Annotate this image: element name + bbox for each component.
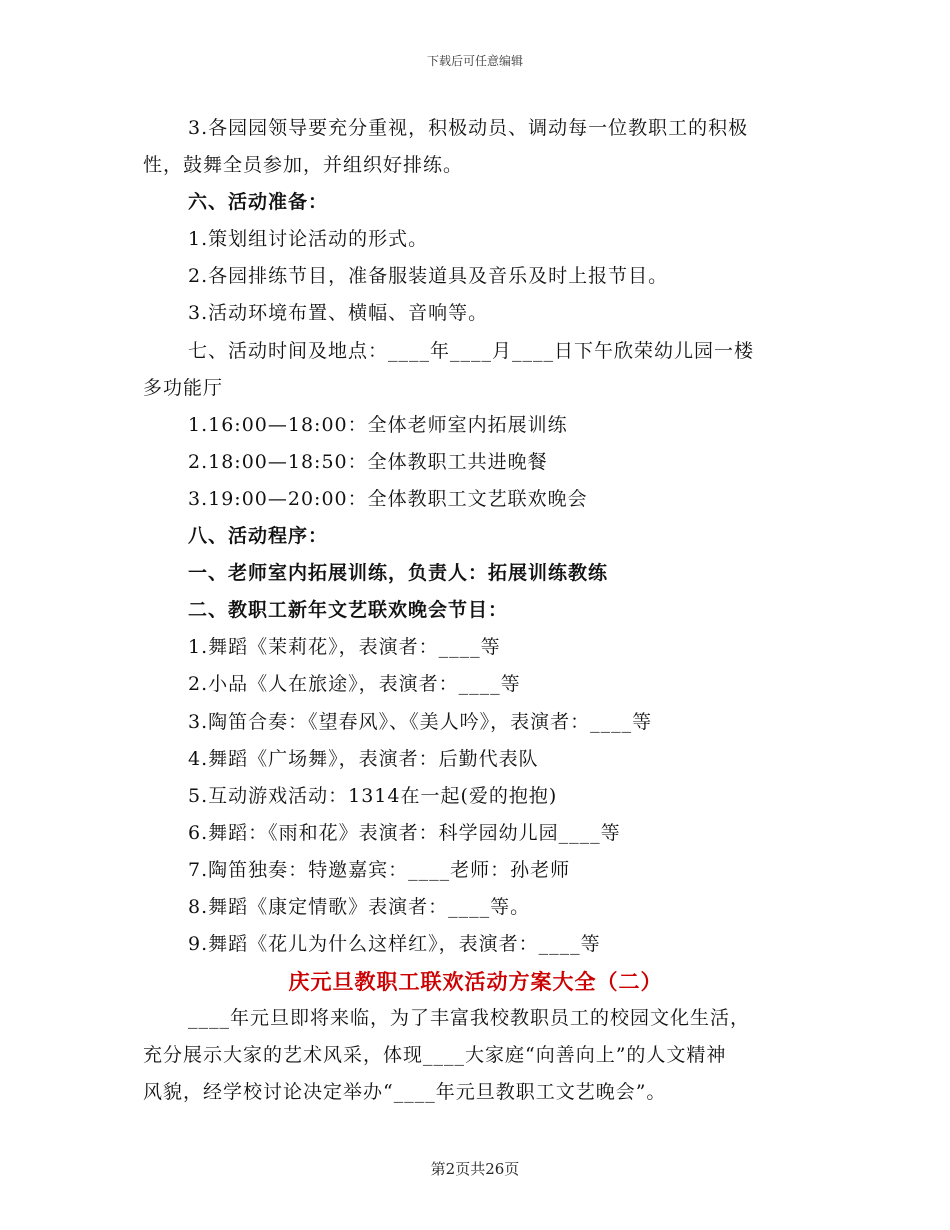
paragraph-line: 多功能厅 [143, 376, 224, 399]
subsection-heading: 二、教职工新年文艺联欢晚会节目： [188, 599, 509, 622]
list-item: 3.陶笛合奏：《望春风》、《美人吟》，表演者：____等 [188, 710, 653, 733]
document-title: 庆元旦教职工联欢活动方案大全（二） [288, 969, 663, 995]
list-item: 2.18:00—18:50：全体教职工共进晚餐 [188, 450, 548, 473]
paragraph-line: 3.各园园领导要充分重视，积极动员、调动每一位教职工的积极 [188, 117, 749, 139]
page-footer: 第2页共26页 [430, 1160, 520, 1178]
section-heading: 八、活动程序： [188, 525, 329, 548]
paragraph-line: ____年元旦即将来临，为了丰富我校教职员工的校园文化生活， [188, 1007, 751, 1030]
paragraph-line: 七、活动时间及地点：____年____月____日下午欣荣幼儿园一楼 [188, 339, 755, 362]
paragraph-line: 性，鼓舞全员参加，并组织好排练。 [143, 154, 464, 177]
paragraph-line: 风貌，经学校讨论决定举办“____年元旦教职工文艺晚会”。 [143, 1081, 667, 1104]
paragraph-line: 充分展示大家的艺术风采，体现____大家庭“向善向上”的人文精神 [143, 1044, 727, 1067]
list-item: 9.舞蹈《花儿为什么这样红》，表演者：____等 [188, 933, 601, 956]
list-item: 3.19:00—20:00：全体教职工文艺联欢晚会 [188, 487, 588, 510]
list-item: 7.陶笛独奏：特邀嘉宾：____老师：孙老师 [188, 858, 571, 881]
document-body [143, 110, 808, 1112]
section-heading: 六、活动准备： [188, 191, 329, 214]
list-item: 2.各园排练节目，准备服装道具及音乐及时上报节目。 [188, 265, 669, 288]
list-item: 3.活动环境布置、横幅、音响等。 [188, 302, 489, 325]
list-item: 5.互动游戏活动：1314在一起(爱的抱抱) [188, 784, 558, 807]
list-item: 8.舞蹈《康定情歌》表演者：____等。 [188, 895, 531, 918]
list-item: 6.舞蹈：《雨和花》表演者：科学园幼儿园____等 [188, 821, 621, 844]
page-header: 下载后可任意编辑 [426, 54, 523, 68]
list-item: 1.舞蹈《茉莉花》，表演者：____等 [188, 636, 501, 659]
list-item: 1.16:00—18:00：全体老师室内拓展训练 [188, 413, 568, 436]
list-item: 4.舞蹈《广场舞》，表演者：后勤代表队 [188, 747, 539, 770]
subsection-heading: 一、老师室内拓展训练，负责人：拓展训练教练 [188, 562, 609, 585]
list-item: 2.小品《人在旅途》，表演者：____等 [188, 673, 521, 696]
list-item: 1.策划组讨论活动的形式。 [188, 228, 429, 251]
